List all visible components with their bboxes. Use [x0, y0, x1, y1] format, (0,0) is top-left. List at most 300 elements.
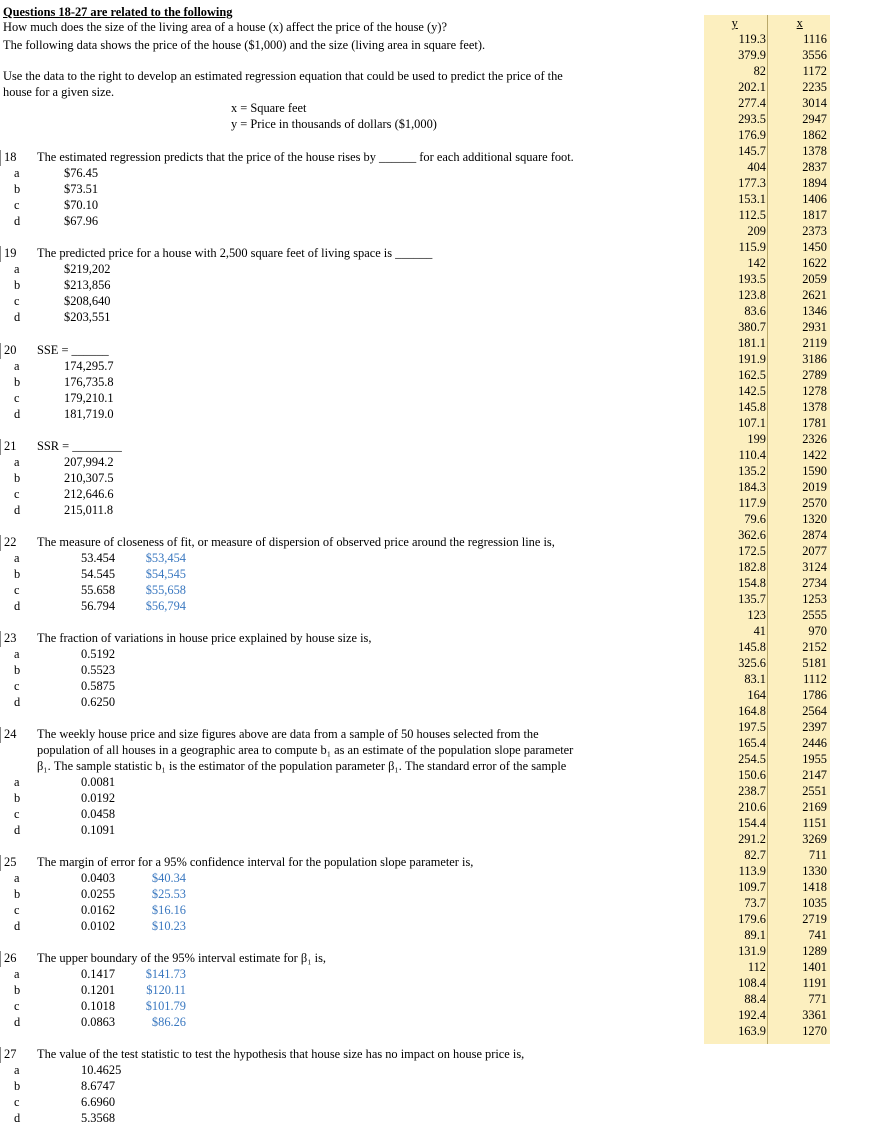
option-letter: d: [14, 310, 21, 324]
question-number: 18: [4, 150, 17, 164]
option-letter: b: [14, 471, 21, 485]
table-row: [704, 671, 830, 687]
option-letter: b: [14, 1079, 21, 1093]
option-value: 181,719.0: [64, 407, 114, 421]
x-value: 1346: [802, 304, 827, 318]
y-value: 162.5: [738, 368, 766, 382]
y-value: 184.3: [738, 480, 766, 494]
y-value: 89.1: [744, 928, 766, 942]
option-value: 0.0458: [81, 807, 116, 821]
table-row: [704, 927, 830, 943]
y-value: 293.5: [738, 112, 766, 126]
option-dollar-value: $53,454: [145, 551, 186, 565]
option-dollar-value: $101.79: [145, 999, 186, 1013]
x-value: 2564: [802, 704, 827, 718]
option-letter: a: [14, 967, 20, 981]
option-value: 0.1018: [81, 999, 116, 1013]
x-value: 3269: [802, 832, 827, 846]
option-value: $208,640: [64, 294, 111, 308]
question-marker: [0, 855, 1, 871]
y-value: 110.4: [738, 448, 766, 462]
x-value: 1894: [802, 176, 827, 190]
x-value: 2059: [802, 272, 827, 286]
y-value: 154.8: [738, 576, 766, 590]
y-value: 197.5: [738, 720, 766, 734]
y-column-header: y: [731, 16, 738, 30]
table-row: [704, 975, 830, 991]
table-row: [704, 703, 830, 719]
table-row: [704, 143, 830, 159]
option-letter: b: [14, 567, 21, 581]
option-value: 0.0162: [81, 903, 116, 917]
y-value: 210.6: [738, 800, 766, 814]
option-value: 0.0403: [81, 871, 116, 885]
table-row: [704, 255, 830, 271]
table-row: [704, 655, 830, 671]
table-row: [704, 335, 830, 351]
y-value: 82: [753, 64, 766, 78]
table-row: [704, 399, 830, 415]
y-value: 142.5: [738, 384, 766, 398]
table-row: [704, 639, 830, 655]
y-value: 109.7: [738, 880, 766, 894]
y-value: 380.7: [738, 320, 766, 334]
y-value: 145.8: [738, 640, 766, 654]
option-letter: c: [14, 999, 20, 1013]
option-letter: d: [14, 599, 21, 613]
x-value: 2734: [802, 576, 827, 590]
question-text-line-2: population of all houses in a geographic area to compute b₁ as an estimate of the population slope parameter: [37, 743, 574, 757]
y-value: 135.2: [738, 464, 766, 478]
option-dollar-value: $16.16: [151, 903, 186, 917]
option-value: 0.0081: [81, 775, 116, 789]
y-value: 112: [747, 960, 766, 974]
x-value: 1781: [802, 416, 827, 430]
x-value: 2019: [802, 480, 827, 494]
option-value: 54.545: [81, 567, 116, 581]
option-letter: c: [14, 1095, 20, 1109]
x-value: 1116: [803, 32, 827, 46]
option-value: 215,011.8: [64, 503, 114, 517]
x-value: 2837: [802, 160, 827, 174]
y-value: 277.4: [738, 96, 766, 110]
table-row: [704, 527, 830, 543]
y-value: 79.6: [744, 512, 766, 526]
y-value: 88.4: [744, 992, 766, 1006]
option-value: $219,202: [64, 262, 111, 276]
x-value: 711: [808, 848, 827, 862]
x-value: 2169: [802, 800, 827, 814]
option-value: $70.10: [64, 198, 99, 212]
y-value: 41: [753, 624, 766, 638]
option-letter: c: [14, 807, 20, 821]
table-row: [704, 415, 830, 431]
y-value: 115.9: [738, 240, 766, 254]
y-value: 254.5: [738, 752, 766, 766]
option-letter: b: [14, 278, 21, 292]
x-value: 3014: [802, 96, 827, 110]
option-letter: a: [14, 455, 20, 469]
question-marker: [0, 150, 1, 166]
option-letter: a: [14, 775, 20, 789]
option-value: 0.1417: [81, 967, 116, 981]
option-value: 0.6250: [81, 695, 116, 709]
x-value: 2621: [802, 288, 827, 302]
x-value: 1270: [802, 1024, 827, 1038]
y-value: 145.7: [738, 144, 766, 158]
question-text: The value of the test statistic to test the hypothesis that house size has no impact on house price is,: [37, 1047, 525, 1061]
table-row: [704, 319, 830, 335]
questions-title: Questions 18-27 are related to the following: [3, 5, 233, 19]
y-value: 404: [747, 160, 766, 174]
y-value: 238.7: [738, 784, 766, 798]
table-row: [704, 959, 830, 975]
table-row: [704, 447, 830, 463]
option-letter: a: [14, 1063, 20, 1077]
table-row: [704, 847, 830, 863]
table-row: [704, 287, 830, 303]
table-row: [704, 111, 830, 127]
y-value: 179.6: [738, 912, 766, 926]
option-letter: a: [14, 166, 20, 180]
x-value: 1378: [802, 144, 827, 158]
table-row: [704, 63, 830, 79]
table-row: [704, 463, 830, 479]
option-value: 0.1201: [81, 983, 116, 997]
option-letter: c: [14, 583, 20, 597]
option-letter: d: [14, 695, 21, 709]
question-text: SSE = ______: [37, 343, 109, 357]
table-row: [704, 687, 830, 703]
x-value: 1289: [802, 944, 827, 958]
y-value: 164.8: [738, 704, 766, 718]
x-value: 3556: [802, 48, 827, 62]
question-number: 19: [4, 246, 17, 260]
option-letter: a: [14, 551, 20, 565]
x-value: 2551: [802, 784, 827, 798]
question-marker: [0, 1047, 1, 1063]
x-value: 2446: [802, 736, 827, 750]
option-letter: c: [14, 679, 20, 693]
option-value: 0.5523: [81, 663, 116, 677]
table-row: [704, 479, 830, 495]
table-row: [704, 351, 830, 367]
table-row: [704, 735, 830, 751]
table-row: [704, 719, 830, 735]
option-letter: c: [14, 391, 20, 405]
intro-line-2: The following data shows the price of the house ($1,000) and the size (living area in square feet).: [3, 38, 486, 52]
table-row: [704, 767, 830, 783]
x-value: 1112: [803, 672, 827, 686]
option-letter: b: [14, 375, 21, 389]
y-value: 182.8: [738, 560, 766, 574]
x-value: 1955: [802, 752, 827, 766]
option-letter: c: [14, 487, 20, 501]
table-row: [704, 751, 830, 767]
x-value: 2947: [802, 112, 827, 126]
y-value: 199: [747, 432, 766, 446]
question-text: The upper boundary of the 95% interval estimate for β₁ is,: [37, 951, 326, 965]
table-row: [704, 47, 830, 63]
x-value: 2152: [802, 640, 827, 654]
x-value: 1817: [802, 208, 827, 222]
y-value: 181.1: [738, 336, 766, 350]
x-value: 1172: [802, 64, 827, 78]
option-letter: d: [14, 503, 21, 517]
x-definition: x = Square feet: [231, 101, 307, 115]
option-letter: b: [14, 791, 21, 805]
option-letter: d: [14, 1015, 21, 1029]
x-value: 2119: [802, 336, 827, 350]
table-row: [704, 191, 830, 207]
option-dollar-value: $141.73: [145, 967, 186, 981]
question-number: 27: [4, 1047, 17, 1061]
y-value: 83.6: [744, 304, 766, 318]
option-value: 0.1091: [81, 823, 116, 837]
table-row: [704, 271, 830, 287]
x-value: 1378: [802, 400, 827, 414]
table-header: [704, 15, 830, 31]
y-value: 150.6: [738, 768, 766, 782]
x-value: 5181: [802, 656, 827, 670]
option-dollar-value: $54,545: [145, 567, 186, 581]
y-value: 145.8: [738, 400, 766, 414]
option-value: 6.6960: [81, 1095, 116, 1109]
data-table: [704, 15, 830, 1039]
table-row: [704, 95, 830, 111]
table-row: [704, 783, 830, 799]
question-marker: [0, 631, 1, 647]
x-value: 970: [808, 624, 827, 638]
option-value: 210,307.5: [64, 471, 114, 485]
x-value: 1253: [802, 592, 827, 606]
x-value: 3124: [802, 560, 827, 574]
x-value: 1418: [802, 880, 827, 894]
option-value: 5.3568: [81, 1111, 116, 1125]
question-text: SSR = ________: [37, 439, 122, 453]
x-value: 2874: [802, 528, 827, 542]
x-value: 2570: [802, 496, 827, 510]
y-value: 209: [747, 224, 766, 238]
x-value: 1422: [802, 448, 827, 462]
question-number: 20: [4, 343, 17, 357]
option-letter: d: [14, 407, 21, 421]
question-number: 25: [4, 855, 17, 869]
table-row: [704, 831, 830, 847]
y-value: 142: [747, 256, 766, 270]
table-row: [704, 127, 830, 143]
y-value: 154.4: [738, 816, 766, 830]
table-row: [704, 623, 830, 639]
y-value: 163.9: [738, 1024, 766, 1038]
y-value: 73.7: [744, 896, 766, 910]
x-value: 1151: [802, 816, 827, 830]
option-dollar-value: $10.23: [151, 919, 186, 933]
option-letter: a: [14, 871, 20, 885]
table-row: [704, 895, 830, 911]
question-text: The weekly house price and size figures above are data from a sample of 50 houses selected from the: [37, 727, 539, 741]
option-value: 10.4625: [81, 1063, 122, 1077]
option-letter: b: [14, 663, 21, 677]
option-dollar-value: $55,658: [145, 583, 186, 597]
question-text: The margin of error for a 95% confidence interval for the population slope parameter is,: [37, 855, 474, 869]
table-row: [704, 879, 830, 895]
x-value: 1320: [802, 512, 827, 526]
table-row: [704, 207, 830, 223]
x-value: 1191: [802, 976, 827, 990]
y-value: 112.5: [738, 208, 766, 222]
y-value: 193.5: [738, 272, 766, 286]
option-letter: c: [14, 903, 20, 917]
y-value: 177.3: [738, 176, 766, 190]
option-value: 0.5875: [81, 679, 116, 693]
x-value: 1590: [802, 464, 827, 478]
x-value: 2235: [802, 80, 827, 94]
option-letter: d: [14, 214, 21, 228]
question-number: 23: [4, 631, 17, 645]
y-value: 176.9: [738, 128, 766, 142]
y-value: 107.1: [738, 416, 766, 430]
table-row: [704, 431, 830, 447]
table-row: [704, 815, 830, 831]
y-value: 164: [747, 688, 766, 702]
question-text: The measure of closeness of fit, or measure of dispersion of observed price around the regression line is,: [37, 535, 555, 549]
table-row: [704, 239, 830, 255]
table-row: [704, 943, 830, 959]
table-row: [704, 223, 830, 239]
option-value: $76.45: [64, 166, 99, 180]
table-row: [704, 159, 830, 175]
question-marker: [0, 535, 1, 551]
y-value: 362.6: [738, 528, 766, 542]
y-value: 123: [747, 608, 766, 622]
question-number: 22: [4, 535, 17, 549]
table-row: [704, 383, 830, 399]
option-letter: a: [14, 262, 20, 276]
table-row: [704, 367, 830, 383]
x-value: 741: [808, 928, 827, 942]
x-value: 1330: [802, 864, 827, 878]
option-value: 55.658: [81, 583, 116, 597]
x-value: 1278: [802, 384, 827, 398]
option-value: 179,210.1: [64, 391, 114, 405]
question-text: The predicted price for a house with 2,500 square feet of living space is ______: [37, 246, 433, 260]
option-dollar-value: $56,794: [145, 599, 186, 613]
question-text: The fraction of variations in house price explained by house size is,: [37, 631, 372, 645]
table-row: [704, 607, 830, 623]
table-row: [704, 495, 830, 511]
option-value: $203,551: [64, 310, 111, 324]
y-value: 131.9: [738, 944, 766, 958]
question-number: 24: [4, 727, 17, 741]
y-value: 291.2: [738, 832, 766, 846]
question-marker: [0, 951, 1, 967]
x-value: 3361: [802, 1008, 827, 1022]
option-value: 53.454: [81, 551, 116, 565]
x-value: 1622: [802, 256, 827, 270]
question-marker: [0, 727, 1, 743]
x-value: 1862: [802, 128, 827, 142]
table-row: [704, 543, 830, 559]
x-value: 2397: [802, 720, 827, 734]
option-letter: c: [14, 294, 20, 308]
x-value: 2147: [802, 768, 827, 782]
option-letter: d: [14, 1111, 21, 1125]
x-value: 1406: [802, 192, 827, 206]
table-row: [704, 303, 830, 319]
table-row: [704, 863, 830, 879]
y-definition: y = Price in thousands of dollars ($1,000): [231, 117, 437, 131]
intro-line-4: house for a given size.: [3, 85, 115, 99]
option-dollar-value: $86.26: [151, 1015, 186, 1029]
option-value: 0.0192: [81, 791, 116, 805]
option-letter: c: [14, 198, 20, 212]
y-value: 165.4: [738, 736, 766, 750]
x-value: 1401: [802, 960, 827, 974]
option-letter: b: [14, 887, 21, 901]
option-value: $213,856: [64, 278, 111, 292]
x-value: 2555: [802, 608, 827, 622]
x-value: 1450: [802, 240, 827, 254]
x-value: 2077: [802, 544, 827, 558]
y-value: 108.4: [738, 976, 766, 990]
question-text-line-3: β₁. The sample statistic b₁ is the estimator of the population parameter β₁. The standard error of the sample: [37, 759, 567, 773]
option-value: 0.0863: [81, 1015, 116, 1029]
question-marker: [0, 343, 1, 359]
y-value: 202.1: [738, 80, 766, 94]
option-value: 8.6747: [81, 1079, 116, 1093]
option-value: 176,735.8: [64, 375, 114, 389]
x-value: 2719: [802, 912, 827, 926]
option-value: 56.794: [81, 599, 116, 613]
question-number: 26: [4, 951, 17, 965]
question-marker: [0, 439, 1, 455]
y-value: 117.9: [738, 496, 766, 510]
table-row: [704, 175, 830, 191]
y-value: 123.8: [738, 288, 766, 302]
option-value: 0.0102: [81, 919, 116, 933]
x-value: 2326: [802, 432, 827, 446]
x-value: 1035: [802, 896, 827, 910]
table-row: [704, 511, 830, 527]
option-value: 212,646.6: [64, 487, 114, 501]
table-row: [704, 799, 830, 815]
table-row: [704, 31, 830, 47]
option-value: $73.51: [64, 182, 99, 196]
y-value: 191.9: [738, 352, 766, 366]
table-row: [704, 1023, 830, 1039]
y-value: 83.1: [744, 672, 766, 686]
x-value: 2931: [802, 320, 827, 334]
x-value: 3186: [802, 352, 827, 366]
option-dollar-value: $25.53: [151, 887, 186, 901]
x-value: 771: [808, 992, 827, 1006]
question-marker: [0, 246, 1, 262]
table-row: [704, 1007, 830, 1023]
x-value: 2373: [802, 224, 827, 238]
x-value: 1786: [802, 688, 827, 702]
option-letter: d: [14, 823, 21, 837]
table-row: [704, 991, 830, 1007]
y-value: 379.9: [738, 48, 766, 62]
question-number: 21: [4, 439, 17, 453]
option-letter: a: [14, 647, 20, 661]
option-value: 207,994.2: [64, 455, 114, 469]
table-row: [704, 911, 830, 927]
option-dollar-value: $120.11: [146, 983, 186, 997]
intro-line-1: How much does the size of the living area of a house (x) affect the price of the house (y)?: [3, 20, 447, 34]
table-row: [704, 591, 830, 607]
